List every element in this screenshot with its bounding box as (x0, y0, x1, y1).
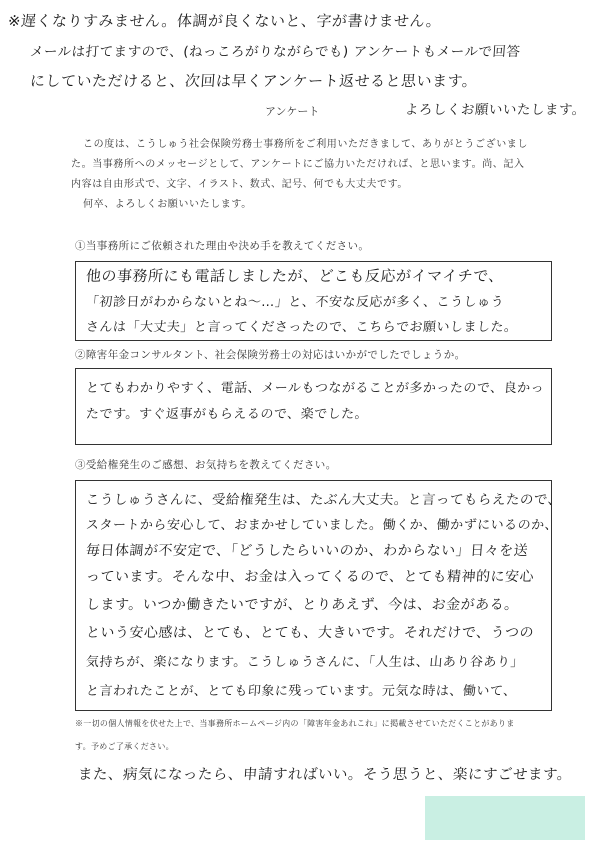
answer-3-line-1: こうしゅうさんに、受給権発生は、たぶん大丈夫。と言ってもらえたので、 (85, 492, 563, 508)
answer-3-line-3: 毎日体調が不安定で、「どうしたらいいのか、わからない」日々を送 (85, 543, 529, 559)
answer-2-line-2: たです。すぐ返事がもらえるので、楽でした。 (85, 407, 369, 422)
answer-1-line-1: 他の事務所にも電話しましたが、どこも反応がイマイチで、 (85, 267, 505, 285)
answer-3-line-4: っています。そんな中、お金は入ってくるので、とても精神的に安心 (85, 569, 535, 585)
header-note-line-2: メールは打てますので、(ねっころがりながらでも) アンケートもメールで回答 (29, 44, 521, 60)
answer-3-line-5: します。いつか働きたいですが、とりあえず、今は、お金がある。 (85, 597, 520, 613)
answer-1-line-2: 「初診日がわからないとね〜…」と、不安な反応が多く、こうしゅう (85, 295, 505, 310)
answer-3-line-6: という安心感は、とても、とても、大きいです。それだけで、うつの (85, 625, 535, 641)
footnote-line-1: ※一切の個人情報を伏せた上で、当事務所ホームページ内の「障害年金あれこれ」に掲載させていただくことがありま (75, 719, 515, 728)
question-1-label: ①当事務所にご依頼された理由や決め手を教えてください。 (75, 240, 370, 252)
header-note-line-4: よろしくお願いいたします。 (404, 102, 587, 118)
answer-3-line-2: スタートから安心して、おまかせしていました。働くか、働かずにいるのか、 (85, 518, 559, 533)
answer-3-line-7: 気持ちが、楽になります。こうしゅうさんに、「人生は、山あり谷あり」 (85, 655, 525, 670)
answer-3-line-8: と言われたことが、とても印象に残っています。元気な時は、働いて、 (85, 684, 518, 699)
intro-line-2: た。当事務所へのメッセージとして、アンケートにご協力いただければ、と思います。尚、記入 (71, 159, 525, 170)
header-note-line-3: にしていただけると、次回は早くアンケート返せると思います。 (29, 72, 479, 90)
answer-2-line-1: とてもわかりやすく、電話、メールもつながることが多かったので、良かっ (85, 381, 545, 396)
footnote-line-2: す。予めご了承ください。 (75, 742, 174, 751)
answer-3-continuation: また、病気になったら、申請すればいい。そう思うと、楽にすごせます。 (77, 767, 573, 783)
question-2-label: ②障害年金コンサルタント、社会保険労務士の対応はいかがでしたでしょうか。 (75, 349, 466, 361)
question-3-label: ③受給権発生のご感想、お気持ちを教えてください。 (75, 459, 337, 471)
form-title: アンケート (265, 105, 320, 118)
header-note-line-1: ※遅くなりすみません。体調が良くないと、字が書けません。 (7, 12, 442, 30)
intro-line-3: 内容は自由形式で、文字、イラスト、数式、記号、何でも大丈夫です。 (71, 179, 408, 190)
intro-line-4: 何卒、よろしくお願いいたします。 (83, 199, 252, 210)
sticky-note (425, 796, 585, 840)
answer-1-line-3: さんは「大丈夫」と言ってくださったので、こちらでお願いしました。 (85, 320, 519, 335)
intro-line-1: この度は、こうしゅう社会保険労務士事務所をご利用いただきまして、ありがとうございまし (83, 139, 528, 150)
